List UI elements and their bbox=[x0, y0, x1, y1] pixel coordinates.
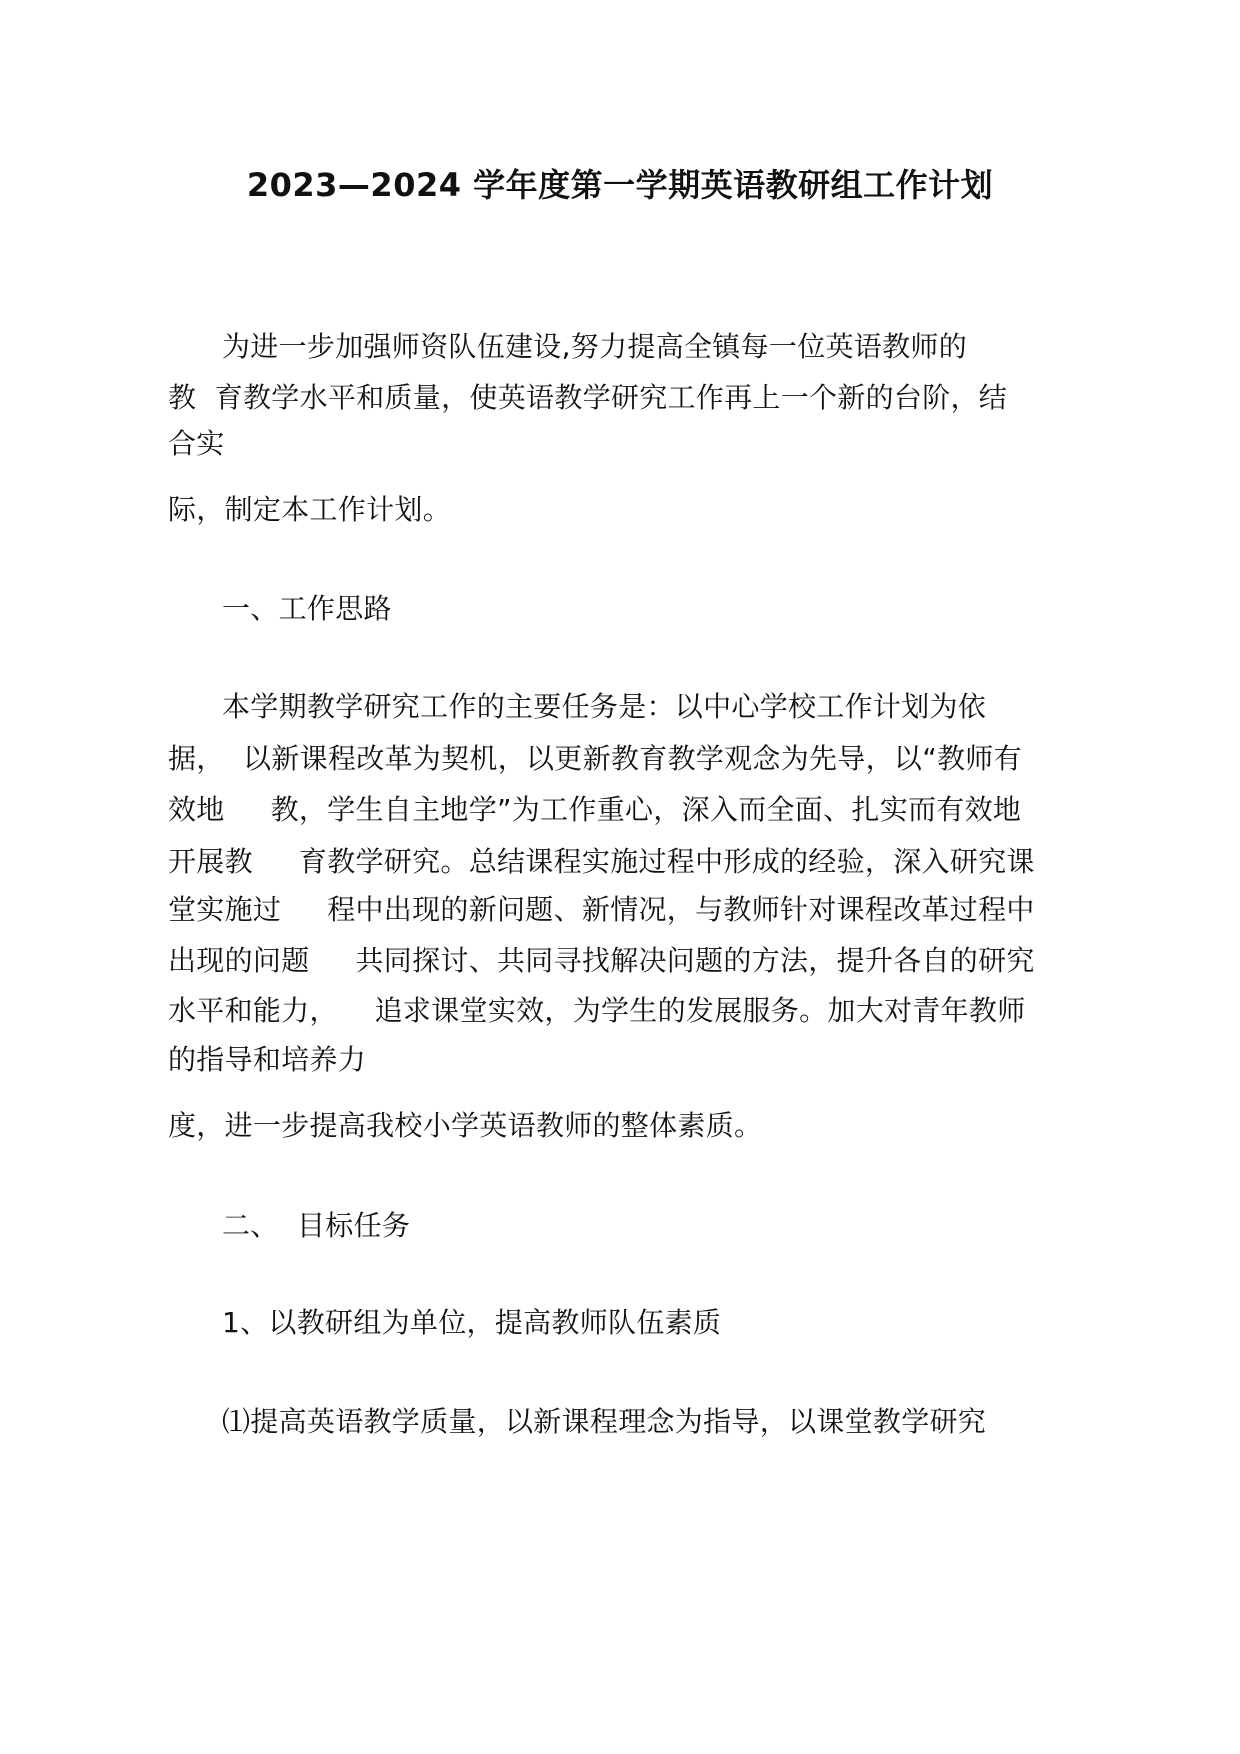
list-subitem-1: ⑴提高英语教学质量，以新课程理念为指导，以课堂教学研究 bbox=[222, 1405, 987, 1438]
section1-line-5: 堂实施过 程中出现的新问题、新情况，与教师针对课程改革过程中 bbox=[168, 893, 1035, 926]
section1-line-1: 本学期教学研究工作的主要任务是：以中心学校工作计划为依 bbox=[222, 690, 987, 723]
list-item-1: 1、以教研组为单位，提高教师队伍素质 bbox=[222, 1306, 722, 1339]
section1-line-2: 据， 以新课程改革为契机，以更新教育教学观念为先导，以“教师有 bbox=[168, 742, 1022, 775]
section1-line-4: 开展教 育教学研究。总结课程实施过程中形成的经验，深入研究课 bbox=[168, 845, 1035, 878]
section1-line-3: 效地 教，学生自主地学”为工作重心，深入而全面、扎实而有效地 bbox=[168, 793, 1022, 826]
section-heading-1: 一、工作思路 bbox=[222, 592, 392, 625]
section-heading-2: 二、 目标任务 bbox=[222, 1209, 411, 1242]
intro-line-3: 合实 bbox=[168, 427, 225, 460]
intro-line-2: 教 育教学水平和质量，使英语教学研究工作再上一个新的台阶，结 bbox=[168, 381, 1008, 414]
intro-line-4: 际，制定本工作计划。 bbox=[168, 493, 452, 526]
section1-line-7: 水平和能力， 追求课堂实效，为学生的发展服务。加大对青年教师 bbox=[168, 994, 1026, 1027]
section1-line-6: 出现的问题 共同探讨、共同寻找解决问题的方法，提升各自的研究 bbox=[168, 944, 1035, 977]
intro-line-1: 为进一步加强师资队伍建设,努力提高全镇每一位英语教师的 bbox=[222, 330, 968, 363]
document-title: 2023—2024 学年度第一学期英语教研组工作计划 bbox=[246, 166, 994, 204]
section1-line-9: 度，进一步提高我校小学英语教师的整体素质。 bbox=[168, 1109, 763, 1142]
section1-line-8: 的指导和培养力 bbox=[168, 1043, 367, 1076]
